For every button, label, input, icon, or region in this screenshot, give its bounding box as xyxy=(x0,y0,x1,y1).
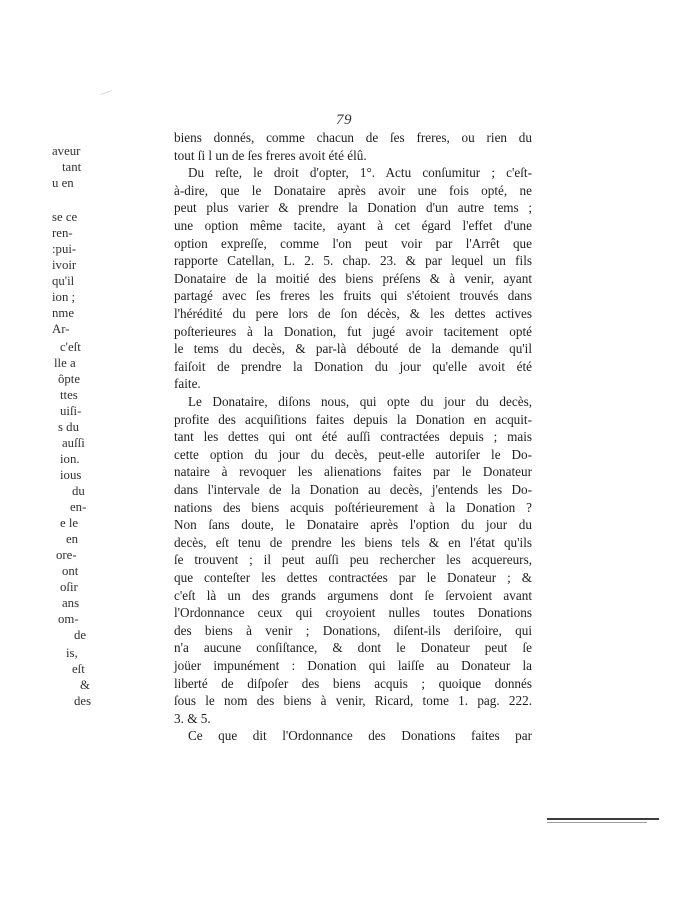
margin-fragment: ion. xyxy=(60,452,80,466)
body-text-line: tout ſi l un de ſes freres avoit été élû. xyxy=(174,147,367,163)
body-text-line: nataire à revoquer les alienations faites par le Donateur xyxy=(174,464,532,480)
margin-fragment: ivoir xyxy=(52,258,77,272)
margin-fragment: u en xyxy=(52,176,74,190)
margin-fragment: des xyxy=(74,694,92,708)
body-text-line: ſous le nom des biens à venir, Ricard, tome 1. pag. 222. xyxy=(174,693,532,709)
body-text-line: poſterieures à la Donation, fut jugé avoir tacitement opté xyxy=(174,323,532,339)
margin-fragment: lle a xyxy=(54,356,76,370)
body-text-line: Non ſans doute, le Donataire après l'option du jour du xyxy=(174,517,532,533)
body-text-line: Donataire de la moitié des biens préſens & à venir, ayant xyxy=(174,270,532,286)
margin-fragment: c'eſt xyxy=(60,340,81,354)
body-text-line: le tems du decès, & par-là débouté de la demande qu'il xyxy=(174,341,532,357)
scratch-mark xyxy=(100,90,112,95)
horizontal-rule xyxy=(547,818,659,820)
margin-fragment: ore- xyxy=(56,548,77,562)
margin-fragment: en xyxy=(66,532,79,546)
body-text-line: profite des acquiſitions faites depuis la Donation en acquit- xyxy=(174,411,532,427)
body-text-line: Ce que dit l'Ordonnance des Donations faites par xyxy=(188,728,532,744)
margin-fragment: e le xyxy=(60,516,79,530)
margin-fragment: oſir xyxy=(60,580,78,594)
margin-fragment: ion ; xyxy=(52,290,76,304)
page-number: 79 xyxy=(336,112,352,128)
margin-fragment: Ar- xyxy=(52,322,70,336)
margin-fragment: du xyxy=(72,484,85,498)
margin-fragment: :pui- xyxy=(52,242,77,256)
margin-fragment: en- xyxy=(70,500,87,514)
body-text-line: partagé avec ſes freres les fruits qui s'étoient trouvés dans xyxy=(174,288,532,304)
body-text-line: que conteſter les dettes contractées par le Donateur ; & xyxy=(174,570,532,585)
body-text-line: biens donnés, comme chacun de ſes freres, ou rien du xyxy=(174,130,532,145)
margin-fragment: nme xyxy=(52,306,75,320)
body-text-line: cette option du jour du decès, peut-elle autoriſer le Do- xyxy=(174,446,532,462)
body-text-line: liberté de diſpoſer des biens acquis ; quoique donnés xyxy=(174,675,532,691)
body-text-line: c'eſt là un des grands argumens dont ſe ſervoient avant xyxy=(174,587,532,603)
body-text-line: Le Donataire, diſons nous, qui opte du jour du decès, xyxy=(188,394,532,409)
body-text-line: à-dire, que le Donataire après avoir une fois opté, ne xyxy=(174,182,532,198)
margin-fragment: eſt xyxy=(72,662,85,676)
body-text-line: dans l'intervale de la Donation au decès, j'entends les Do- xyxy=(174,482,532,497)
margin-fragment: uiſi- xyxy=(60,404,82,418)
body-text-line: rapporte Catellan, L. 2. 5. chap. 23. & par lequel un fils xyxy=(174,253,532,269)
margin-fragment: & xyxy=(80,678,90,692)
body-text-line: 3. & 5. xyxy=(174,710,211,726)
body-text-line: faite. xyxy=(174,376,201,392)
body-text-line: n'a aucune conſiſtance, & dont le Donateur peut ſe xyxy=(174,640,532,656)
body-text-line: decès, eſt tenu de prendre les biens tels & en l'état qu'ils xyxy=(174,534,532,550)
margin-fragment: auſſi xyxy=(62,436,85,450)
body-text-line: une option même tacite, ayant à cet égard l'effet d'une xyxy=(174,218,532,233)
body-text-line: ſe trouvent ; il peut auſſi peu rechercher les acquereurs, xyxy=(174,552,532,568)
body-text-line: faiſoit de prendre la Donation du jour qu'elle avoit été xyxy=(174,358,532,374)
body-text-line: l'hérédité du pere lors de ſon décès, & les dettes actives xyxy=(174,306,532,321)
body-text-line: option expreſſe, comme l'on peut voir par l'Arrêt que xyxy=(174,235,532,251)
margin-fragment: ans xyxy=(62,596,80,610)
margin-fragment: tant xyxy=(62,160,82,174)
margin-fragment: aveur xyxy=(52,144,81,158)
margin-fragment: ont xyxy=(62,564,79,578)
body-text-line: Du reſte, le droit d'opter, 1°. Actu conſumitur ; c'eſt- xyxy=(188,165,532,181)
margin-fragment: is, xyxy=(66,646,78,660)
margin-fragment: ôpte xyxy=(58,372,81,386)
margin-fragment: ren- xyxy=(52,226,73,240)
body-text-line: joüer impunément : Donation qui laiſſe au Donateur la xyxy=(174,658,532,673)
margin-fragment: om- xyxy=(58,612,79,626)
horizontal-rule-shadow xyxy=(547,822,647,823)
margin-fragment: qu'il xyxy=(52,274,75,288)
body-text-line: nations des biens acquis poſtérieurement à la Donation ? xyxy=(174,499,532,515)
body-text-line: tant les dettes qui ont été auſſi contractées depuis ; mais xyxy=(174,429,532,445)
body-text-line: peut plus varier & prendre la Donation d'un autre tems ; xyxy=(174,200,532,216)
margin-fragment: ious xyxy=(60,468,82,482)
margin-fragment: de xyxy=(74,628,87,642)
body-text-line: des biens à venir ; Donations, diſent-ils deriſoire, qui xyxy=(174,622,532,638)
body-text-line: l'Ordonnance ceux qui croyoient nulles toutes Donations xyxy=(174,605,532,621)
margin-fragment: se ce xyxy=(52,210,78,224)
margin-fragment: ttes xyxy=(60,388,78,402)
margin-fragment: s du xyxy=(58,420,79,434)
